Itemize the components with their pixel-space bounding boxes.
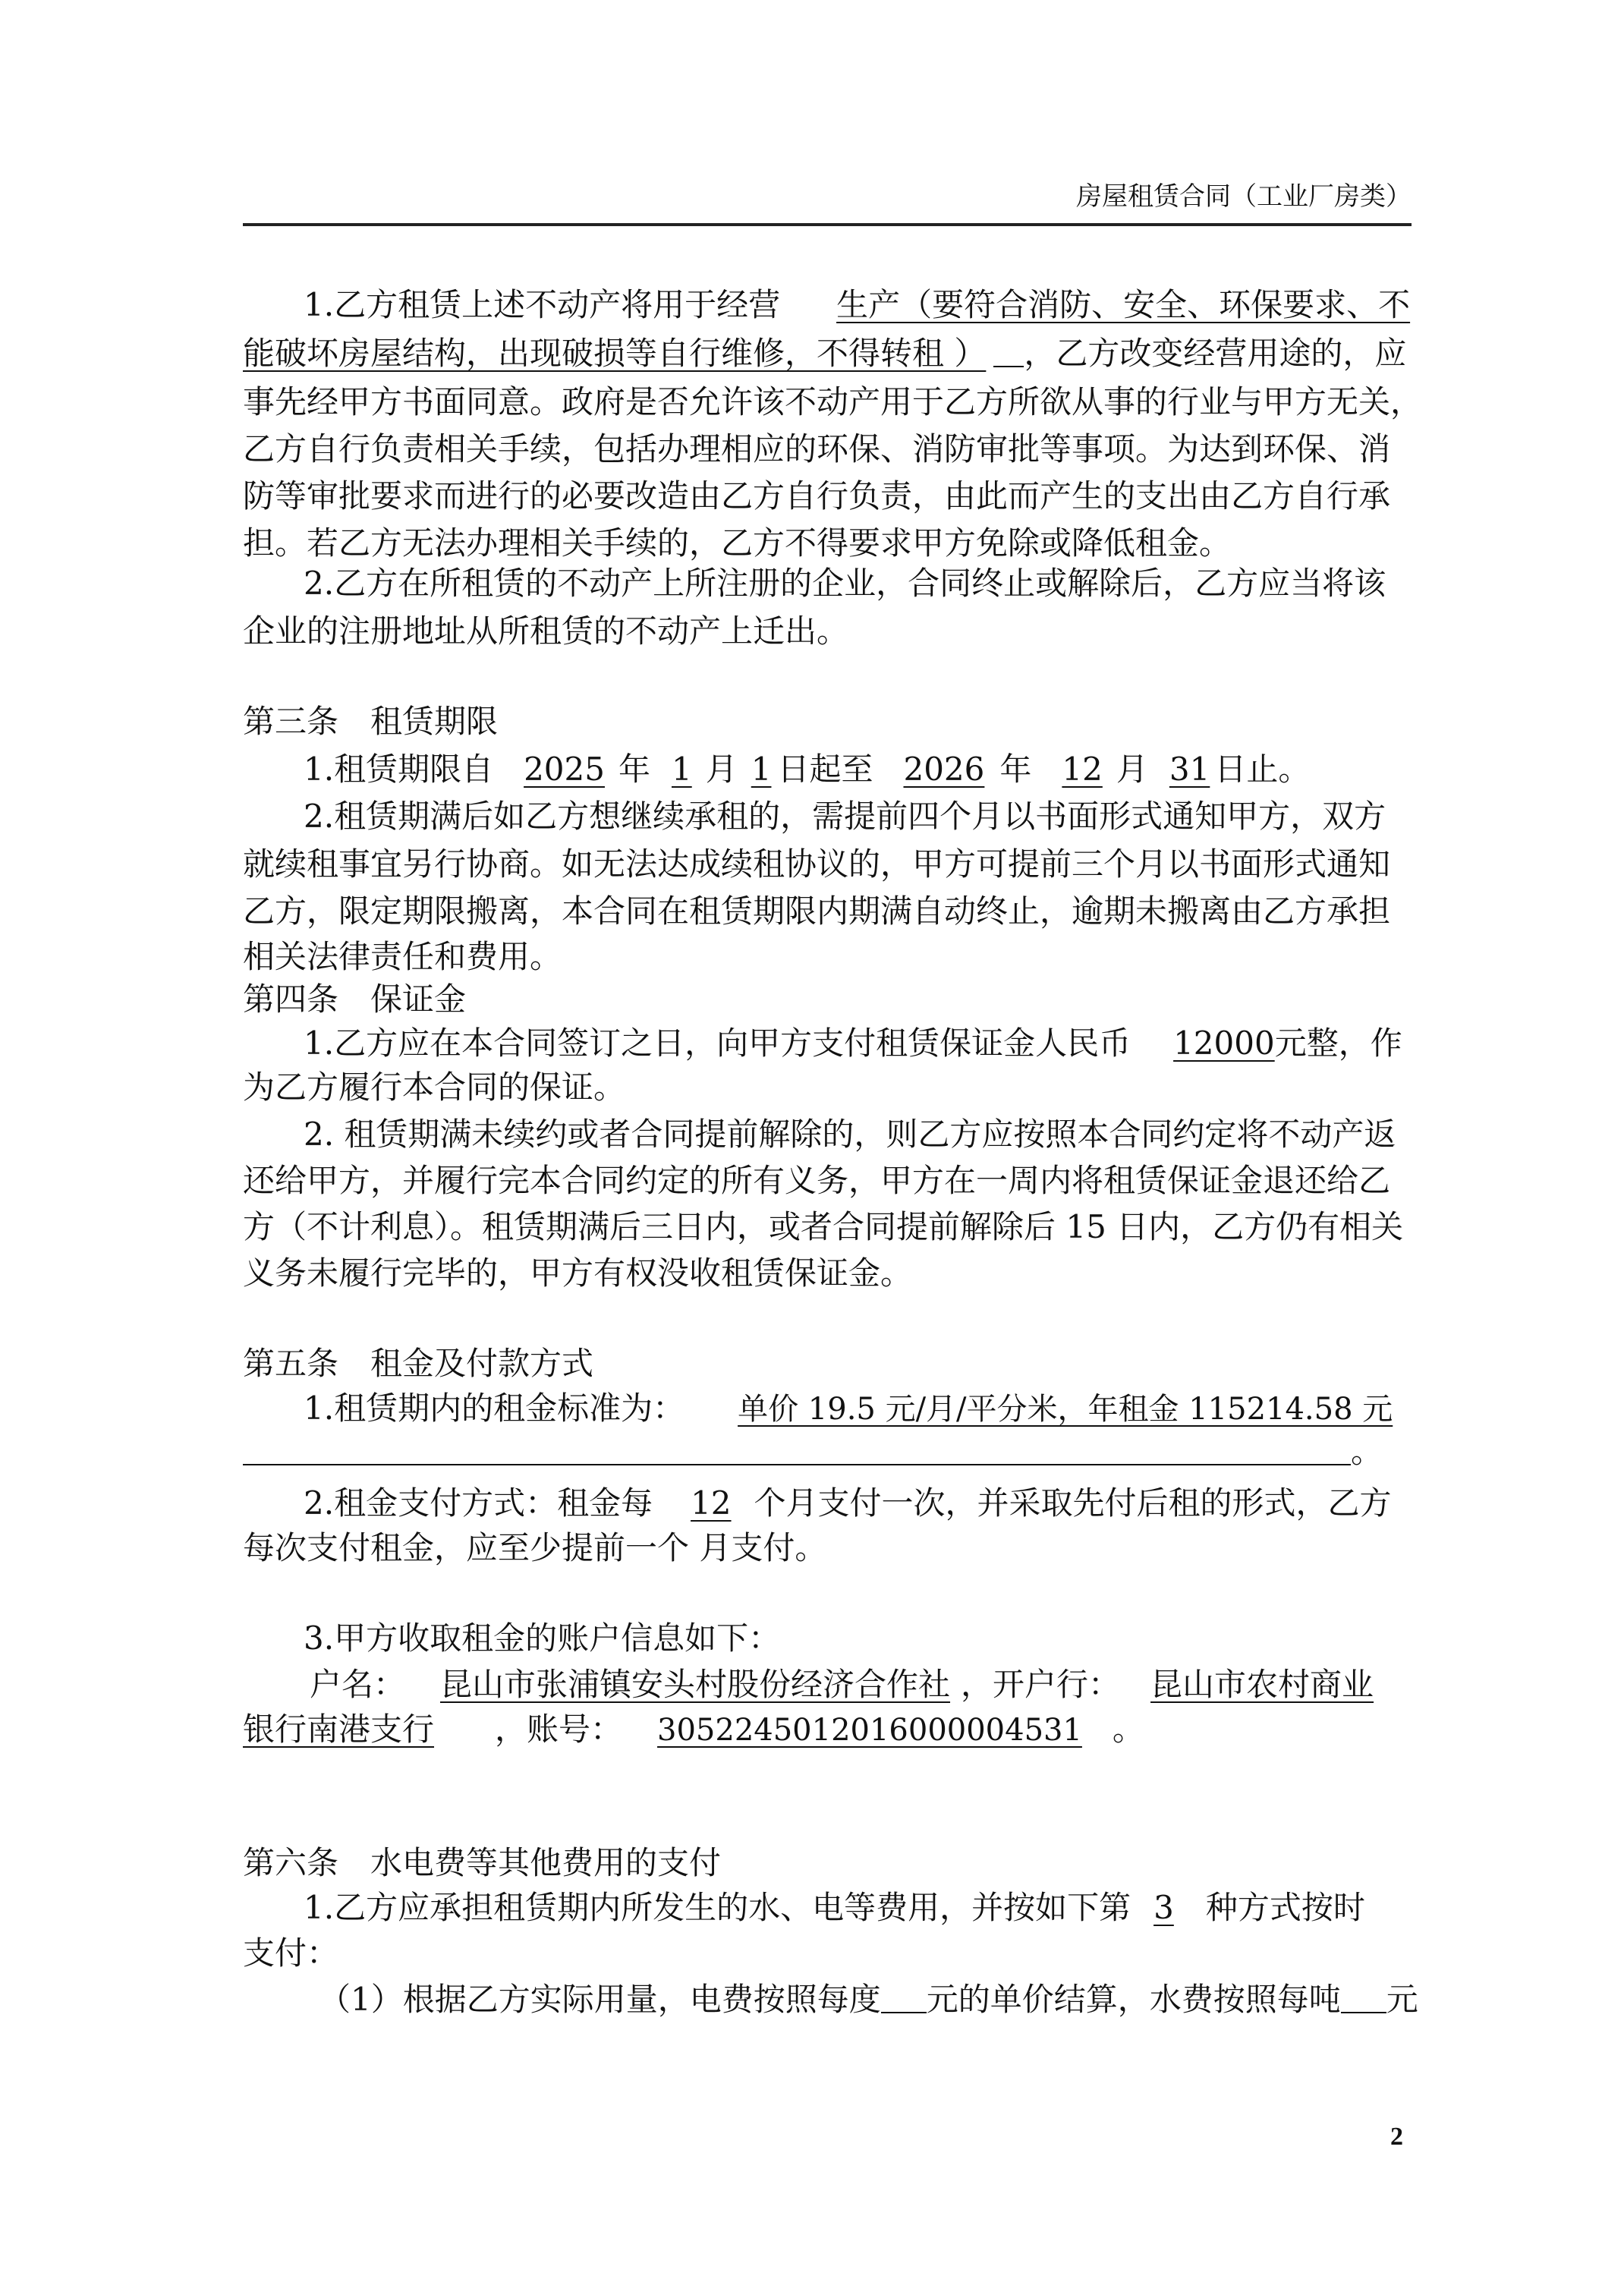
clause3-heading: 第三条 租赁期限	[243, 703, 499, 740]
clause3-p2-line4: 相关法律责任和费用。	[243, 938, 562, 975]
text: 日止。	[1214, 751, 1311, 788]
text: 2.租金支付方式：租金每	[304, 1484, 653, 1522]
header-title: 房屋租赁合同（工业厂房类）	[1076, 181, 1412, 212]
text: 种方式按时	[1205, 1889, 1365, 1926]
electricity-price-blank	[881, 1978, 927, 2013]
text: 。	[1351, 1433, 1383, 1470]
blank-field	[243, 1431, 1351, 1465]
clause2-p1-line2	[243, 332, 1406, 376]
text: 年	[999, 751, 1032, 788]
clause4-p2-line2: 还给甲方，并履行完本合同约定的所有义务，甲方在一周内将租赁保证金退还给乙	[243, 1162, 1391, 1199]
text: 1.乙方应承担租赁期内所发生的水、电等费用，并按如下第	[304, 1889, 1131, 1926]
text: 个月支付一次，并采取先付后租的形式，乙方	[754, 1484, 1392, 1522]
clause2-p1-line1	[304, 283, 1410, 327]
end-month-value: 12	[1062, 751, 1103, 788]
clause5-heading: 第五条 租金及付款方式	[243, 1345, 594, 1382]
page-number: 2	[1390, 2123, 1403, 2151]
clause3-p1	[304, 748, 1310, 792]
text: 元	[1386, 1981, 1418, 2018]
water-price-blank	[1341, 1978, 1386, 2013]
end-year-value: 2026	[903, 751, 985, 788]
clause4-p1-line2: 为乙方履行本合同的保证。	[243, 1069, 626, 1106]
text: 1.乙方租赁上述不动产将用于经营	[304, 286, 781, 323]
bank-name-value-cont: 银行南港支行	[243, 1711, 435, 1748]
clause5-account-line2	[243, 1708, 1144, 1752]
text: 月	[705, 751, 738, 788]
clause4-p2-line1: 2. 租赁期满未续约或者合同提前解除的，则乙方应按照本合同约定将不动产返	[304, 1116, 1396, 1153]
account-number-value: 3052245012016000004531	[657, 1713, 1082, 1748]
page-header	[243, 181, 1412, 226]
text: ，乙方改变经营用途的，应	[1024, 335, 1407, 372]
clause4-p2-line4: 义务未履行完毕的，甲方有权没收租赁保证金。	[243, 1254, 913, 1292]
text: 元整，作	[1274, 1025, 1402, 1062]
text: 。	[1112, 1711, 1144, 1748]
clause3-p2-line2: 就续租事宜另行协商。如无法达成续租协议的，甲方可提前三个月以书面形式通知	[243, 845, 1391, 883]
clause6-p2-line1	[319, 1978, 1418, 2022]
clause2-p1-line4: 乙方自行负责相关手续，包括办理相应的环保、消防审批等事项。为达到环保、消	[243, 430, 1391, 467]
text: 元的单价结算，水费按照每吨	[926, 1981, 1341, 2018]
payment-method-value: 3	[1153, 1889, 1174, 1926]
text: 月	[1116, 751, 1148, 788]
clause5-p1-line2	[243, 1430, 1383, 1474]
clause2-p2-line2: 企业的注册地址从所租赁的不动产上迁出。	[243, 612, 849, 650]
text: 年	[618, 751, 650, 788]
clause2-p2-line1: 2.乙方在所租赁的不动产上所注册的企业，合同终止或解除后，乙方应当将该	[304, 565, 1386, 602]
clause3-p2-line1: 2.租赁期满后如乙方想继续承租的，需提前四个月以书面形式通知甲方，双方	[304, 798, 1386, 835]
rent-standard-value: 单价 19.5 元/月/平分米，年租金 115214.58 元	[738, 1392, 1393, 1427]
clause6-heading: 第六条 水电费等其他费用的支付	[243, 1844, 722, 1881]
text: 1.租赁期内的租金标准为：	[304, 1390, 685, 1427]
clause5-p1-line1	[304, 1387, 1393, 1431]
start-day-value: 1	[751, 751, 772, 788]
blank-field	[993, 332, 1024, 367]
clause6-p1-line2: 支付：	[243, 1934, 339, 1972]
text: 户名：	[310, 1666, 406, 1703]
start-month-value: 1	[671, 751, 692, 788]
text: 1.乙方应在本合同签订之日，向甲方支付租赁保证金人民币	[304, 1025, 1131, 1062]
clause2-p1-line3: 事先经甲方书面同意。政府是否允许该不动产用于乙方所欲从事的行业与甲方无关，	[243, 383, 1423, 420]
clause5-p2-line1	[304, 1481, 1392, 1525]
clause5-p3: 3.甲方收取租金的账户信息如下：	[304, 1619, 781, 1657]
start-year-value: 2025	[524, 751, 605, 788]
deposit-amount-value: 12000	[1173, 1025, 1275, 1062]
business-use-value-cont: 能破坏房屋结构，出现破损等自行维修，不得转租 ）	[243, 335, 987, 372]
account-name-value: 昆山市张浦镇安头村股份经济合作社	[440, 1666, 951, 1703]
clause4-p2-line3: 方（不计利息）。租赁期满后三日内，或者合同提前解除后 15 日内，乙方仍有相关	[243, 1208, 1404, 1245]
clause2-p1-line6: 担。若乙方无法办理相关手续的，乙方不得要求甲方免除或降低租金。	[243, 524, 1232, 562]
end-day-value: 31	[1169, 751, 1210, 788]
clause4-heading: 第四条 保证金	[243, 980, 467, 1018]
clause6-p1-line1	[304, 1886, 1365, 1930]
text: ，账号：	[495, 1711, 623, 1748]
business-use-value: 生产（要符合消防、安全、环保要求、不	[836, 286, 1411, 323]
clause5-account-line1	[310, 1663, 1374, 1707]
bank-name-value: 昆山市农村商业	[1150, 1666, 1374, 1703]
clause5-p2-line2: 每次支付租金，应至少提前一个 月支付。	[243, 1529, 827, 1566]
text: （1）根据乙方实际用量，电费按照每度	[319, 1981, 881, 2018]
text: 日起至	[777, 751, 873, 788]
clause3-p2-line3: 乙方，限定期限搬离，本合同在租赁期限内期满自动终止，逾期未搬离由乙方承担	[243, 892, 1391, 930]
clause4-p1-line1	[304, 1021, 1402, 1065]
clause2-p1-line5: 防等审批要求而进行的必要改造由乙方自行负责，由此而产生的支出由乙方自行承	[243, 477, 1391, 515]
payment-months-value: 12	[691, 1484, 732, 1522]
text: ，开户行：	[961, 1666, 1121, 1703]
text: 1.租赁期限自	[304, 751, 494, 788]
